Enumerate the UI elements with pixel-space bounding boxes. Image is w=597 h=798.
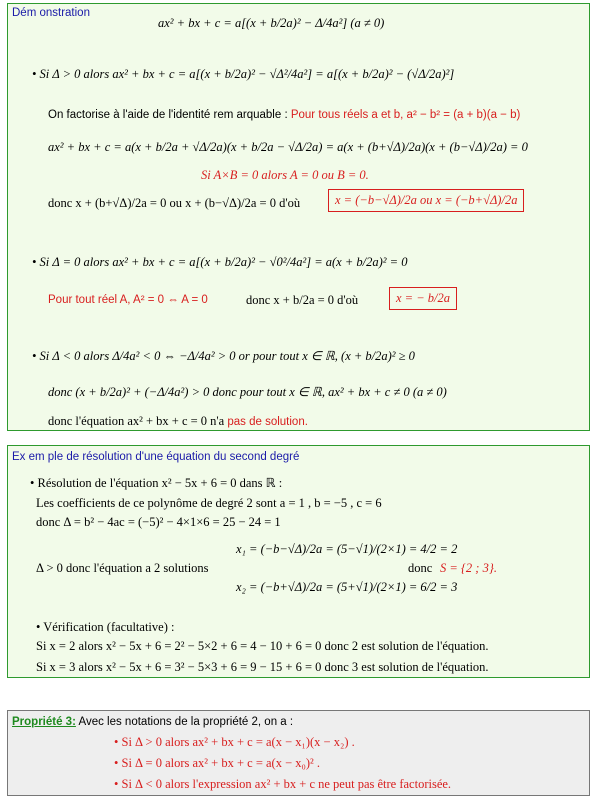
property-item-negative: • Si Δ < 0 alors l'expression ax² + bx + c ne peut pas être factorisée. — [114, 777, 452, 791]
resolution-line: • Résolution de l'équation x² − 5x + 6 = 0 dans ℝ : — [30, 476, 283, 490]
solution-x1: x₁ = (−b−√Δ)/2a = (5−√1)/(2×1) = 4/2 = 2 — [236, 542, 458, 556]
property-item-positive: • Si Δ > 0 alors ax² + bx + c = a(x − x₁)(x − x₂) . — [114, 735, 355, 749]
property-item-zero: • Si Δ = 0 alors ax² + bx + c = a(x − x₀)² . — [114, 756, 321, 770]
negative-donc: donc (x + b/2a)² + (−Δ/4a²) > 0 donc pour tout x ∈ ℝ, ax² + bx + c ≠ 0 (a ≠ 0) — [48, 385, 447, 399]
property-intro: Avec les notations de la propriété 2, on a : — [75, 716, 294, 728]
demonstration-title: Dém onstration — [12, 7, 90, 19]
coefficients-line: Les coefficients de ce polynôme de degré 2 sont a = 1 , b = −5 , c = 6 — [36, 496, 382, 510]
negative-conclusion — [48, 414, 308, 430]
case-positive-heading: • Si Δ > 0 alors ax² + bx + c = a[(x + b/2a)² − √Δ²/4a²] = a[(x + b/2a)² − (√Δ/2a)²] — [32, 67, 455, 81]
example-box — [7, 445, 590, 678]
solutions-donc: donc — [408, 561, 433, 575]
solution-set: S = {2 ; 3}. — [440, 561, 497, 575]
roots-box: x = (−b−√Δ)/2a ou x = (−b+√Δ)/2a — [328, 189, 524, 212]
verification-title: • Vérification (facultative) : — [36, 620, 175, 634]
example-title: Ex em ple de résolution d'une équation du second degré — [12, 451, 300, 463]
verification-x3: Si x = 3 alors x² − 5x + 6 = 3² − 5×3 + 6 = 9 − 15 + 6 = 0 donc 3 est solution de l'équation. — [36, 660, 489, 674]
solutions-intro: Δ > 0 donc l'équation a 2 solutions — [36, 561, 209, 575]
demonstration-box — [7, 3, 590, 431]
canonical-form: ax² + bx + c = a[(x + b/2a)² − Δ/4a²] (a ≠ 0) — [158, 16, 385, 30]
case-zero: • Si Δ = 0 alors ax² + bx + c = a[(x + b/2a)² − √0²/4a²] = a(x + b/2a)² = 0 — [32, 255, 408, 269]
product-rule: Si A×B = 0 alors A = 0 ou B = 0. — [201, 168, 369, 182]
solution-x2: x₂ = (−b+√Δ)/2a = (5+√1)/(2×1) = 6/2 = 3 — [236, 580, 458, 594]
delta-line: donc Δ = b² − 4ac = (−5)² − 4×1×6 = 25 − 24 = 1 — [36, 515, 281, 529]
verification-x2: Si x = 2 alors x² − 5x + 6 = 2² − 5×2 + 6 = 4 − 10 + 6 = 0 donc 2 est solution de l'équation. — [36, 639, 489, 653]
identity-intro: On factorise à l'aide de l'identité rem arquable : — [48, 109, 291, 121]
identity-red: Pour tous réels a et b, a² − b² = (a + b)(a − b) — [290, 109, 521, 121]
zero-donc: donc x + b/2a = 0 d'où — [246, 293, 359, 307]
factored-form: ax² + bx + c = a(x + b/2a + √Δ/2a)(x + b/2a − √Δ/2a) = a(x + (b+√Δ)/2a)(x + (b−√Δ)/2a) = 0 — [48, 140, 528, 154]
case-negative: • Si Δ < 0 alors Δ/4a² < 0 ⇔ −Δ/4a² > 0 or pour tout x ∈ ℝ, (x + b/2a)² ≥ 0 — [32, 349, 415, 363]
zero-root-box: x = − b/2a — [389, 287, 457, 310]
zero-rule: Pour tout réel A, A² = 0 ⇔ A = 0 — [48, 294, 208, 306]
identity-line — [48, 108, 520, 123]
property-box — [7, 710, 590, 796]
property-heading — [12, 715, 293, 730]
donc-positive: donc x + (b+√Δ)/2a = 0 ou x + (b−√Δ)/2a = 0 d'où — [48, 196, 301, 210]
property-label: Propriété 3: — [12, 716, 76, 728]
negative-conclusion-text: donc l'équation ax² + bx + c = 0 n'a — [48, 414, 228, 428]
negative-conclusion-red: pas de solution. — [227, 416, 308, 428]
